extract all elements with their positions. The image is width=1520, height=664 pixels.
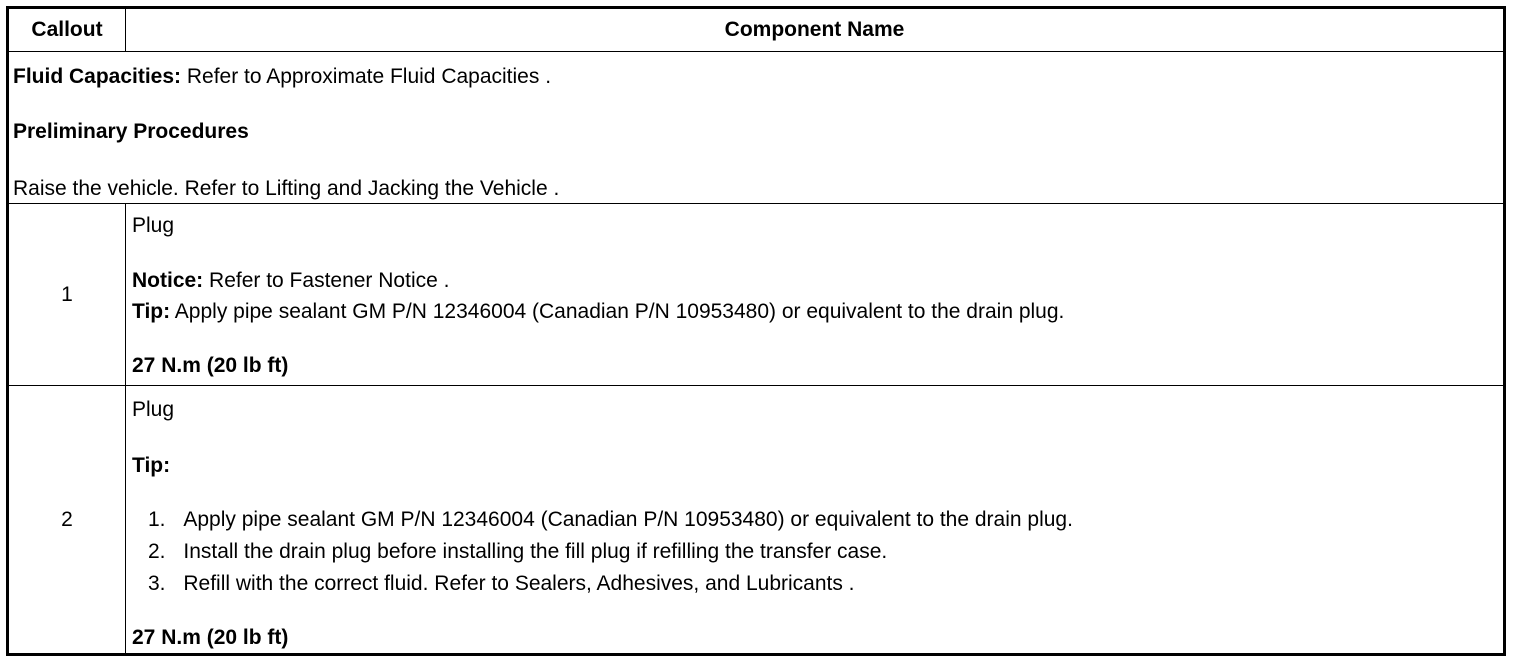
fluid-capacities-label: Fluid Capacities:: [13, 65, 182, 88]
raise-vehicle-instruction: Raise the vehicle. Refer to Lifting and Jacking the Vehicle .: [13, 177, 560, 200]
torque-spec: 27 N.m (20 lb ft): [132, 354, 289, 377]
tip-label: Tip:: [132, 300, 171, 323]
tip-line: [132, 300, 1064, 324]
table-row: [9, 204, 1503, 386]
step-number: 2.: [148, 540, 166, 563]
step-text: Apply pipe sealant GM P/N 12346004 (Canadian P/N 10953480) or equivalent to the drain plug.: [183, 508, 1073, 531]
callout-column-header: Callout: [9, 9, 126, 51]
list-item: [148, 572, 855, 596]
component-name: Plug: [132, 398, 175, 421]
step-text: Install the drain plug before installing the fill plug if refilling the transfer case.: [183, 540, 888, 563]
component-table: [6, 6, 1506, 656]
table-row: [9, 386, 1503, 653]
component-name: Plug: [132, 214, 175, 237]
fluid-capacities-text: Refer to Approximate Fluid Capacities .: [181, 65, 552, 88]
component-name-column-header: Component Name: [724, 18, 905, 41]
tip-heading: Tip:: [132, 454, 171, 477]
preliminary-procedures-heading: Preliminary Procedures: [13, 120, 249, 143]
list-item: [148, 508, 1073, 532]
step-text: Refill with the correct fluid. Refer to Sealers, Adhesives, and Lubricants .: [183, 572, 855, 595]
step-number: 1.: [148, 508, 166, 531]
notice-line: [132, 269, 449, 293]
step-number: 3.: [148, 572, 166, 595]
fluid-capacities-line: [13, 65, 551, 89]
tip-text: Apply pipe sealant GM P/N 12346004 (Canadian P/N 10953480) or equivalent to the drain plug.: [170, 300, 1065, 323]
notice-text: Refer to Fastener Notice .: [203, 269, 450, 292]
preliminary-info-row: [9, 52, 1503, 204]
callout-number: 2: [9, 386, 126, 653]
callout-number: 1: [9, 204, 126, 385]
component-cell: [126, 386, 1503, 653]
notice-label: Notice:: [132, 269, 204, 292]
list-item: [148, 540, 887, 564]
table-header-row: [9, 9, 1503, 52]
torque-spec: 27 N.m (20 lb ft): [132, 626, 289, 649]
component-cell: [126, 204, 1503, 385]
